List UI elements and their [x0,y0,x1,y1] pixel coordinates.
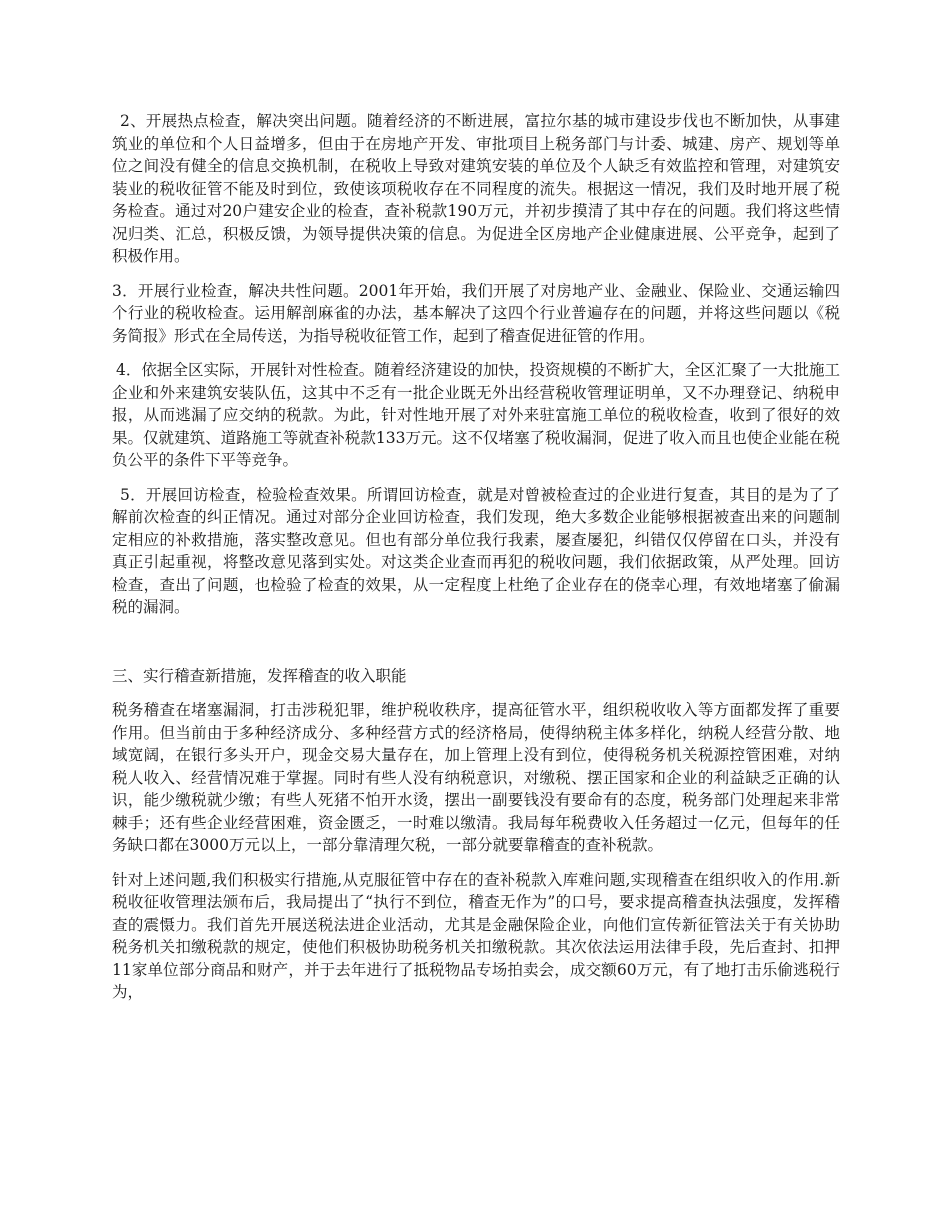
paragraph-measures: 针对上述问题,我们积极实行措施,从克服征管中存在的查补税款入库难问题,实现稽查在组织收入的作用.新税收征收管理法颁布后，我局提出了“执行不到位，稽查无作为”的口号，要求提高稽查执法强度，发挥稽查的震慑力。我们首先开展送税法进企业活动，尤其是金融保险企业，向他们宣传新征管法关于有关协助税务机关扣缴税款的规定，使他们积极协助税务机关扣缴税款。其次依法运用法律手段，先后查封、扣押11家单位部分商品和财产，并于去年进行了抵税物品专场拍卖会，成交额60万元，有了地打击乐偷逃税行为， [112,870,840,1001]
document-page [112,110,840,1016]
paragraph-audit-role: 税务稽查在堵塞漏洞，打击涉税犯罪，维护税收秩序，提高征管水平，组织税收收入等方面都发挥了重要作用。但当前由于多种经济成分、多种经营方式的经济格局，使得纳税主体多样化，纳税人经营分散、地域宽阔，在银行多头开户，现金交易大量存在，加上管理上没有到位，使得税务机关税源控管困难，对纳税人收入、经营情况难于掌握。同时有些人没有纳税意识，对缴税、摆正国家和企业的利益缺乏正确的认识，能少缴税就少缴；有些人死猪不怕开水烫，摆出一副要钱没有要命有的态度，税务部门处理起来非常棘手；还有些企业经营困难，资金匮乏，一时难以缴清。我局每年税费收入任务超过一亿元，但每年的任务缺口都在3000万元以上，一部分靠清理欠税，一部分就要靠稽查的查补税款。 [112,701,840,854]
section-gap [112,631,840,665]
paragraph-hotspot-inspection: 2、开展热点检查，解决突出问题。随着经济的不断进展，富拉尔基的城市建设步伐也不断加快，从事建筑业的单位和个人日益增多，但由于在房地产开发、审批项目上税务部门与计委、城建、房产、规划等单位之间没有健全的信息交换机制，在税收上导致对建筑安装的单位及个人缺乏有效监控和管理，对建筑安装业的税收征管不能及时到位，致使该项税收存在不同程度的流失。根据这一情况，我们及时地开展了税务检查。通过对20户建安企业的检查，查补税款190万元，并初步摸清了其中存在的问题。我们将这些情况归类、汇总，积极反馈，为领导提供决策的信息。为促进全区房地产企业健康进展、公平竞争，起到了积极作用。 [112,112,840,265]
paragraph-follow-up-inspection: 5．开展回访检查，检验检查效果。所谓回访检查，就是对曾被检查过的企业进行复查，其目的是为了了解前次检查的纠正情况。通过对部分企业回访检查，我们发现，绝大多数企业能够根据被查出来的问题制定相应的补救措施，落实整改意见。但也有部分单位我行我素，屡查屡犯，纠错仅仅停留在口头，并没有真正引起重视，将整改意见落到实处。对这类企业查而再犯的税收问题，我们依据政策，从严处理。回访检查，查出了问题，也检验了检查的效果，从一定程度上杜绝了企业存在的侥幸心理，有效地堵塞了偷漏税的漏洞。 [112,485,840,616]
section-heading: 三、实行稽查新措施，发挥稽查的收入职能 [112,666,407,685]
paragraph-industry-inspection: 3．开展行业检查，解决共性问题。2001年开始，我们开展了对房地产业、金融业、保险业、交通运输四个行业的税收检查。运用解剖麻雀的办法，基本解决了这四个行业普遍存在的问题，并将这些问题以《税务简报》形式在全局传送，为指导税收征管工作，起到了稽查促进征管的作用。 [112,281,840,345]
paragraph-targeted-inspection: 4．依据全区实际，开展针对性检查。随着经济建设的加快，投资规模的不断扩大，全区汇聚了一大批施工企业和外来建筑安装队伍，这其中不乏有一批企业既无外出经营税收管理证明单，又不办理登记、纳税申报，从而逃漏了应交纳的税款。为此，针对性地开展了对外来驻富施工单位的税收检查，收到了很好的效果。仅就建筑、道路施工等就查补税款133万元。这不仅堵塞了税收漏洞，促进了收入而且也使企业能在税负公平的条件下平等竞争。 [112,361,840,469]
